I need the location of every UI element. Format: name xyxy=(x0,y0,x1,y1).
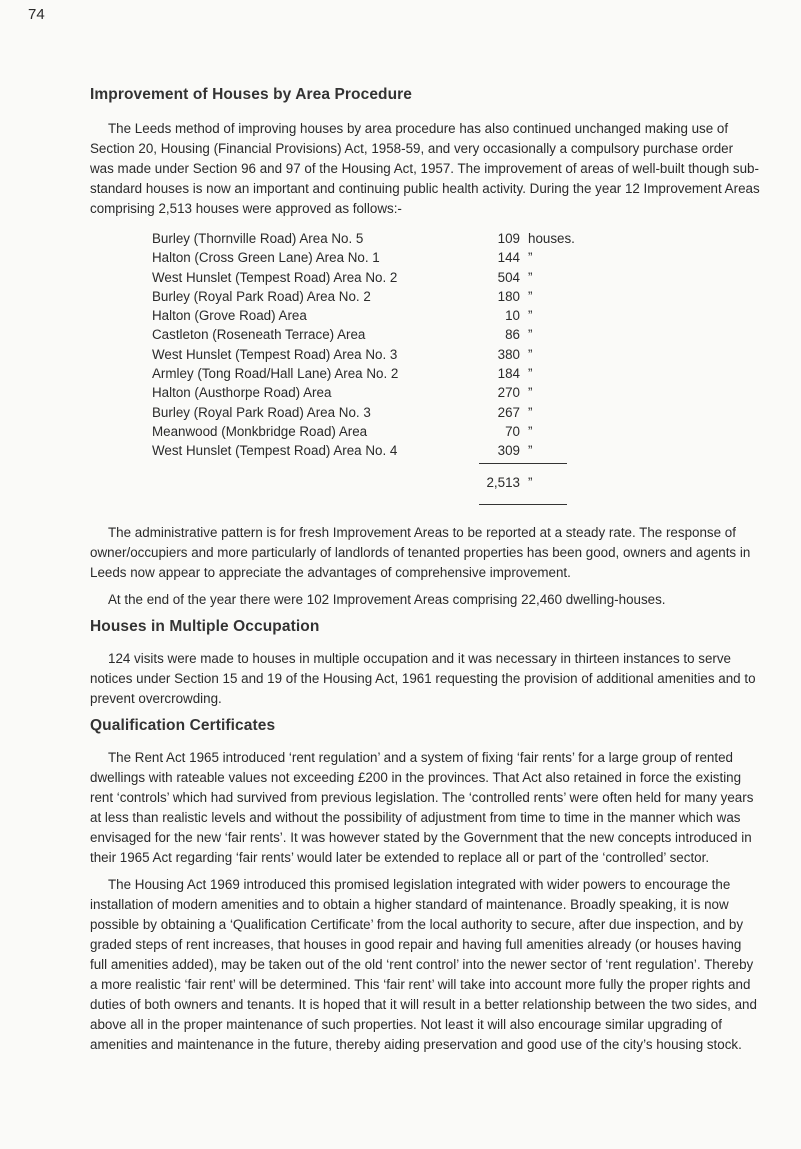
year-end-paragraph: At the end of the year there were 102 Improvement Areas comprising 22,460 dwelling-houses. xyxy=(108,591,666,607)
multiple-occupation-paragraph: 124 visits were made to houses in multiple occupation and it was necessary in thirteen instances to serve notices under Section 15 and 19 of the Housing Act, 1961 requesting the provision of additional amenities and to prevent overcrowding. xyxy=(90,650,756,706)
intro-paragraph: The Leeds method of improving houses by area procedure has also continued unchanged making use of Section 20, Housing (Financial Provisions) Act, 1958-59, and very occasionally a compulsory purchase order was made under Section 96 and 97 of the Housing Act, 1957. The improvement of areas of well-built though sub-standard houses is now an important and continuing public health activity. During the year 12 Improvement Areas comprising 2,513 houses were approved as follows:- xyxy=(90,121,760,216)
area-houses: 109 xyxy=(497,231,520,246)
area-houses: 144 xyxy=(497,250,520,266)
area-unit: ” xyxy=(528,404,533,420)
list-item xyxy=(152,268,612,287)
area-unit: houses. xyxy=(528,231,575,246)
total-row xyxy=(152,473,532,492)
area-houses: 86 xyxy=(505,327,520,343)
area-houses: 184 xyxy=(497,366,520,382)
improvement-areas-list xyxy=(152,229,612,461)
area-houses: 267 xyxy=(497,404,520,420)
area-houses: 270 xyxy=(497,385,520,401)
area-unit: ” xyxy=(528,443,533,459)
list-item xyxy=(152,422,612,441)
rent-act-paragraph: The Rent Act 1965 introduced ‘rent regulation’ and a system of fixing ‘fair rents’ for a large group of rented dwellings with rateable values not exceeding £200 in the provinces. That Act also retained in force the existing rent ‘controls’ which had survived from previous legislation. The ‘controlled rents’ were often held for many years at less than realistic levels and without the possibility of adjustment from time to time in the manner which was envisaged for the new ‘fair rents’. It was however stated by the Government that the new concepts introduced in their 1965 Act regarding ‘fair rents’ would later be extended to replace all or part of the ‘controlled’ sector. xyxy=(90,749,754,865)
list-item xyxy=(152,287,612,306)
list-item xyxy=(152,345,612,364)
areas-total xyxy=(152,461,612,523)
list-item xyxy=(152,325,612,344)
total-spacer xyxy=(152,473,478,492)
section-heading-area-procedure: Improvement of Houses by Area Procedure xyxy=(90,86,413,103)
area-unit: ” xyxy=(528,366,533,382)
area-unit: ” xyxy=(528,327,533,343)
total-houses: 2,513 xyxy=(486,474,520,490)
area-name: Castleton (Roseneath Terrace) Area xyxy=(152,327,366,343)
total-rule-top xyxy=(479,463,567,464)
administrative-paragraph: The administrative pattern is for fresh Improvement Areas to be reported at a steady rate. The response of owner/occupiers and more particularly of landlords of tenanted properties has been good, owners and agents in Leeds now appear to appreciate the advantages of comprehensive improvement. xyxy=(90,524,751,580)
list-item xyxy=(152,248,612,267)
area-name: Burley (Royal Park Road) Area No. 3 xyxy=(152,404,371,420)
total-unit: ” xyxy=(528,474,533,490)
housing-act-paragraph: The Housing Act 1969 introduced this promised legislation integrated with wider powers to encourage the installation of modern amenities and to obtain a higher standard of maintenance. Broadly speaking, it is now possible by obtaining a ‘Qualification Certificate’ from the local authority to secure, after due inspection, and by graded steps of rent increases, that houses in good repair and having full amenities already (or houses having full amenities added), may be taken out of the old ‘rent control’ into the newer sector of ‘rent regulation’. Thereby a more realistic ‘fair rent’ will be determined. This ‘fair rent’ will take into account more fully the proper rights and duties of both owners and tenants. It is hoped that it will result in a better relationship between the two sides, and above all in the proper maintenance of such properties. Not least it will also encourage similar upgrading of amenities and maintenance in the future, thereby aiding preservation and good use of the city’s housing stock. xyxy=(90,876,757,1052)
area-name: Halton (Austhorpe Road) Area xyxy=(152,385,332,401)
list-item xyxy=(152,441,612,460)
list-item xyxy=(152,383,612,402)
area-name: Burley (Thornville Road) Area No. 5 xyxy=(152,231,364,246)
area-unit: ” xyxy=(528,269,533,285)
area-houses: 180 xyxy=(497,288,520,304)
area-name: Halton (Grove Road) Area xyxy=(152,308,307,324)
section-heading-multiple-occupation: Houses in Multiple Occupation xyxy=(90,617,320,635)
list-item xyxy=(152,403,612,422)
area-name: West Hunslet (Tempest Road) Area No. 4 xyxy=(152,443,398,459)
total-rule-bottom xyxy=(479,504,567,505)
area-unit: ” xyxy=(528,250,533,266)
area-name: West Hunslet (Tempest Road) Area No. 2 xyxy=(152,269,398,285)
list-item xyxy=(152,364,612,383)
page-content xyxy=(90,86,760,1055)
area-unit: ” xyxy=(528,423,533,439)
area-unit: ” xyxy=(528,288,533,304)
area-unit: ” xyxy=(528,346,533,362)
area-name: Halton (Cross Green Lane) Area No. 1 xyxy=(152,250,380,266)
area-houses: 380 xyxy=(497,346,520,362)
area-unit: ” xyxy=(528,308,533,324)
area-houses: 504 xyxy=(497,269,520,285)
area-name: Burley (Royal Park Road) Area No. 2 xyxy=(152,288,371,304)
area-houses: 70 xyxy=(505,423,520,439)
list-item xyxy=(152,229,612,248)
area-unit: ” xyxy=(528,385,533,401)
area-houses: 10 xyxy=(505,308,520,324)
list-item xyxy=(152,306,612,325)
area-name: Armley (Tong Road/Hall Lane) Area No. 2 xyxy=(152,366,399,382)
page-number: 74 xyxy=(28,6,45,23)
area-name: West Hunslet (Tempest Road) Area No. 3 xyxy=(152,346,398,362)
area-houses: 309 xyxy=(497,443,520,459)
section-heading-qualification-certificates: Qualification Certificates xyxy=(90,716,276,734)
area-name: Meanwood (Monkbridge Road) Area xyxy=(152,423,368,439)
